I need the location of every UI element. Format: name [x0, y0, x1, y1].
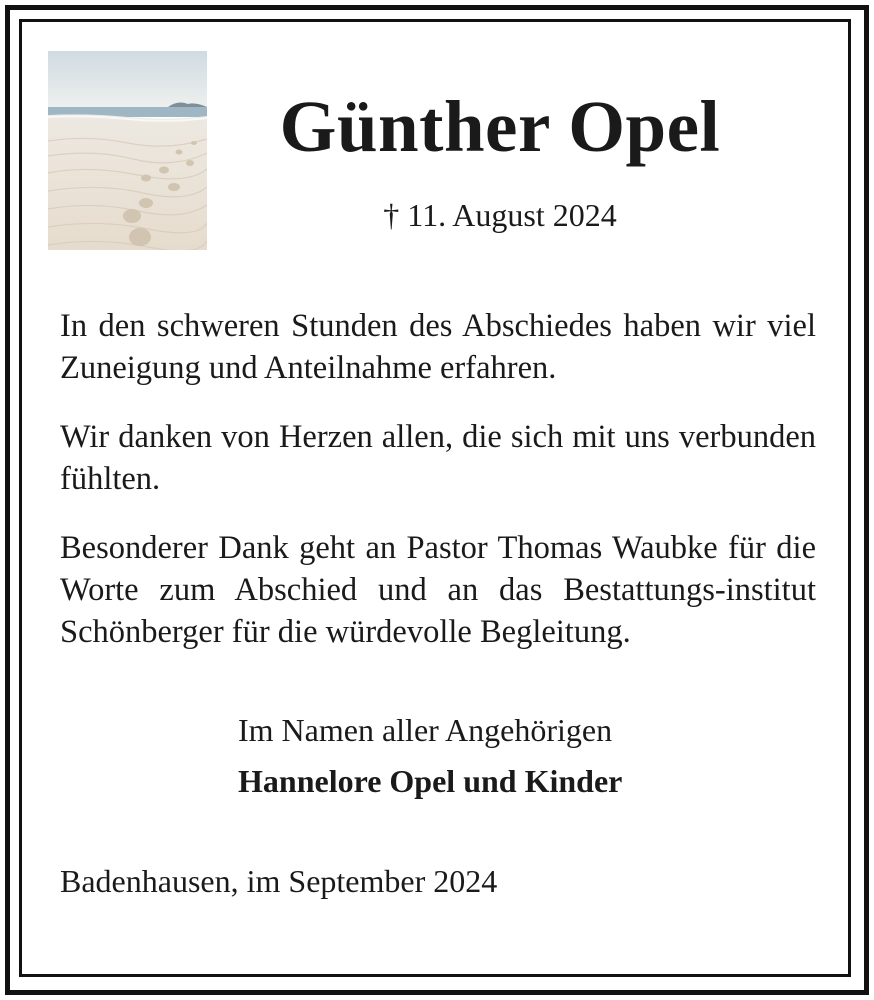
signoff-line: Im Namen aller Angehörigen: [238, 712, 613, 748]
place-and-date: Badenhausen, im September 2024: [60, 863, 498, 899]
paragraph-thanks-all: Wir danken von Herzen allen, die sich mit uns verbunden fühlten.: [60, 419, 816, 497]
paragraph-special-thanks: Besonderer Dank geht an Pastor Thomas Waubke für die Worte zum Abschied und an das Bestattungs-institut Schönberger für die würdevolle Begleitung.: [60, 530, 816, 650]
signer-name: Hannelore Opel und Kinder: [238, 763, 623, 799]
deceased-name: Günther Opel: [279, 86, 721, 167]
paragraph-thanks-sympathy: In den schweren Stunden des Abschiedes haben wir viel Zuneigung und Anteilnahme erfahren.: [60, 308, 816, 386]
death-date: † 11. August 2024: [383, 197, 617, 233]
beach-footprints-photo: [48, 51, 207, 250]
